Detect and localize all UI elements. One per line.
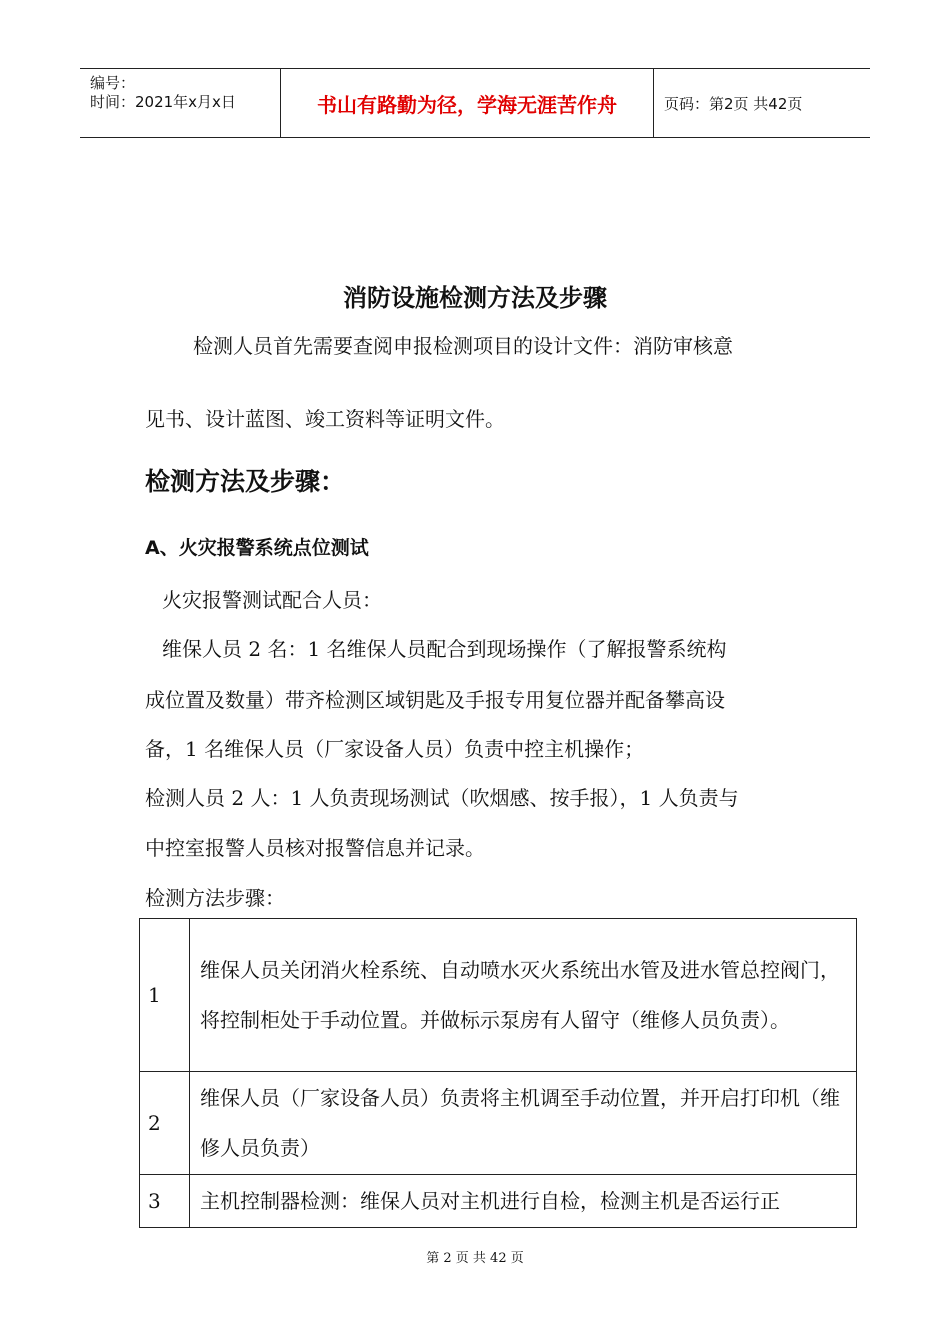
intro-paragraph-line: 见书、设计蓝图、竣工资料等证明文件。	[145, 407, 505, 431]
number-label: 编号：	[90, 74, 136, 92]
step-text: 维保人员（厂家设备人员）负责将主机调至手动位置，并开启打印机（维修人员负责）	[190, 1072, 857, 1175]
table-row	[140, 1072, 857, 1175]
maintenance-staff-line: 成位置及数量）带齐检测区域钥匙及手报专用复位器并配备攀高设	[145, 688, 725, 712]
step-number: 3	[140, 1175, 190, 1228]
time-label: 时间：2021年x月x日	[90, 93, 236, 111]
page-footer: 第 2 页 共 42 页	[426, 1251, 524, 1266]
subsection-heading: A、火灾报警系统点位测试	[145, 537, 369, 559]
step-text: 主机控制器检测：维保人员对主机进行自检，检测主机是否运行正	[190, 1175, 857, 1228]
steps-table	[139, 918, 857, 1228]
step-number: 1	[140, 919, 190, 1072]
steps-label: 检测方法步骤：	[145, 886, 285, 910]
header-page-info: 页码：第2页 共42页	[664, 94, 803, 113]
step-text: 维保人员关闭消火栓系统、自动喷水灭火系统出水管及进水管总控阀门，将控制柜处于手动位置。并做标示泵房有人留守（维修人员负责）。	[190, 919, 857, 1072]
header-divider	[653, 69, 654, 137]
intro-paragraph-line: 检测人员首先需要查阅申报检测项目的设计文件：消防审核意	[193, 334, 733, 358]
staff-label: 火灾报警测试配合人员：	[162, 588, 382, 612]
header-table	[80, 68, 870, 138]
maintenance-staff-line: 备，1 名维保人员（厂家设备人员）负责中控主机操作；	[145, 737, 645, 761]
maintenance-staff-line: 维保人员 2 名：1 名维保人员配合到现场操作（了解报警系统构	[162, 637, 727, 661]
header-motto: 书山有路勤为径，学海无涯苦作舟	[317, 92, 617, 117]
inspector-staff-line: 中控室报警人员核对报警信息并记录。	[145, 836, 485, 860]
table-row	[140, 919, 857, 1072]
inspector-staff-line: 检测人员 2 人：1 人负责现场测试（吹烟感、按手报），1 人负责与	[145, 786, 739, 810]
section-heading: 检测方法及步骤：	[145, 467, 346, 496]
header-meta-cell	[80, 69, 280, 137]
step-number: 2	[140, 1072, 190, 1175]
table-row	[140, 1175, 857, 1228]
document-title: 消防设施检测方法及步骤	[343, 284, 607, 312]
